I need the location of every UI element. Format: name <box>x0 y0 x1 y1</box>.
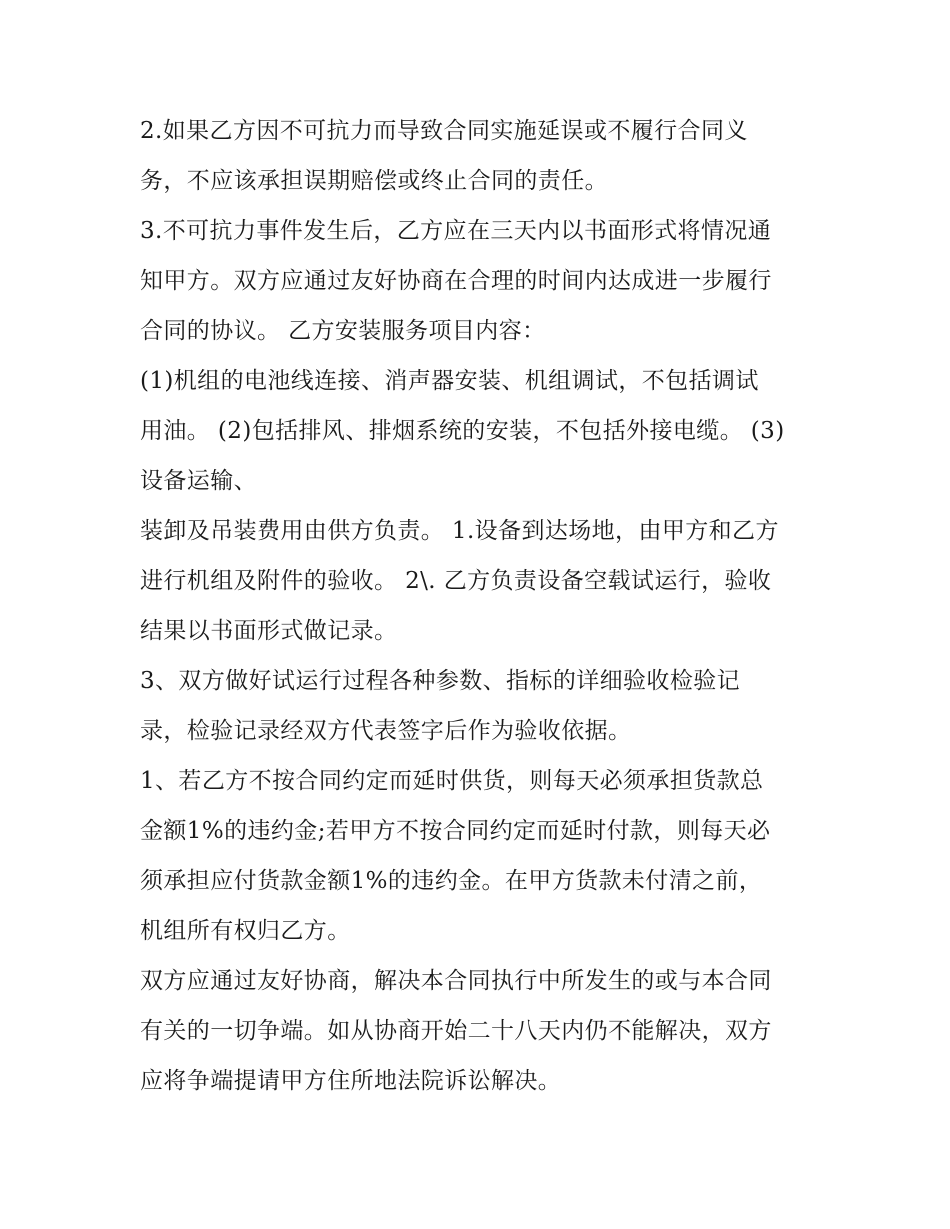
text-line: 知甲方。双方应通过友好协商在合理的时间内达成进一步履行 <box>140 268 772 294</box>
document-body <box>140 106 830 1106</box>
text-line: 录，检验记录经双方代表签字后作为验收依据。 <box>140 718 632 744</box>
text-line: 1、若乙方不按合同约定而延时供货，则每天必须承担货款总 <box>140 768 764 794</box>
text-line: 双方应通过友好协商，解决本合同执行中所发生的或与本合同 <box>140 968 772 994</box>
text-line: 须承担应付货款金额1%的违约金。在甲方货款未付清之前， <box>140 868 763 894</box>
text-line: 3.不可抗力事件发生后，乙方应在三天内以书面形式将情况通 <box>140 218 772 244</box>
text-line: 务，不应该承担误期赔偿或终止合同的责任。 <box>140 168 608 194</box>
text-line: 用油。 (2)包括排风、排烟系统的安装，不包括外接电缆。 (3) <box>140 418 785 444</box>
text-line: 金额1%的违约金;若甲方不按合同约定而延时付款，则每天必 <box>140 818 771 844</box>
text-line: 合同的协议。 乙方安装服务项目内容： <box>140 318 546 344</box>
text-line: 设备运输、 <box>140 468 257 494</box>
text-line: 应将争端提请甲方住所地法院诉讼解决。 <box>140 1068 562 1094</box>
text-line: 有关的一切争端。如从协商开始二十八天内仍不能解决，双方 <box>140 1018 772 1044</box>
text-line: 装卸及吊装费用由供方负责。 1.设备到达场地，由甲方和乙方 <box>140 518 779 544</box>
text-line: 3、双方做好试运行过程各种参数、指标的详细验收检验记 <box>140 668 741 694</box>
text-line: (1)机组的电池线连接、消声器安装、机组调试，不包括调试 <box>140 368 759 394</box>
text-line: 结果以书面形式做记录。 <box>140 618 398 644</box>
text-line: 进行机组及附件的验收。 2\. 乙方负责设备空载试运行，验收 <box>140 568 772 594</box>
text-line: 机组所有权归乙方。 <box>140 918 351 944</box>
text-line: 2.如果乙方因不可抗力而导致合同实施延误或不履行合同义 <box>140 118 748 144</box>
